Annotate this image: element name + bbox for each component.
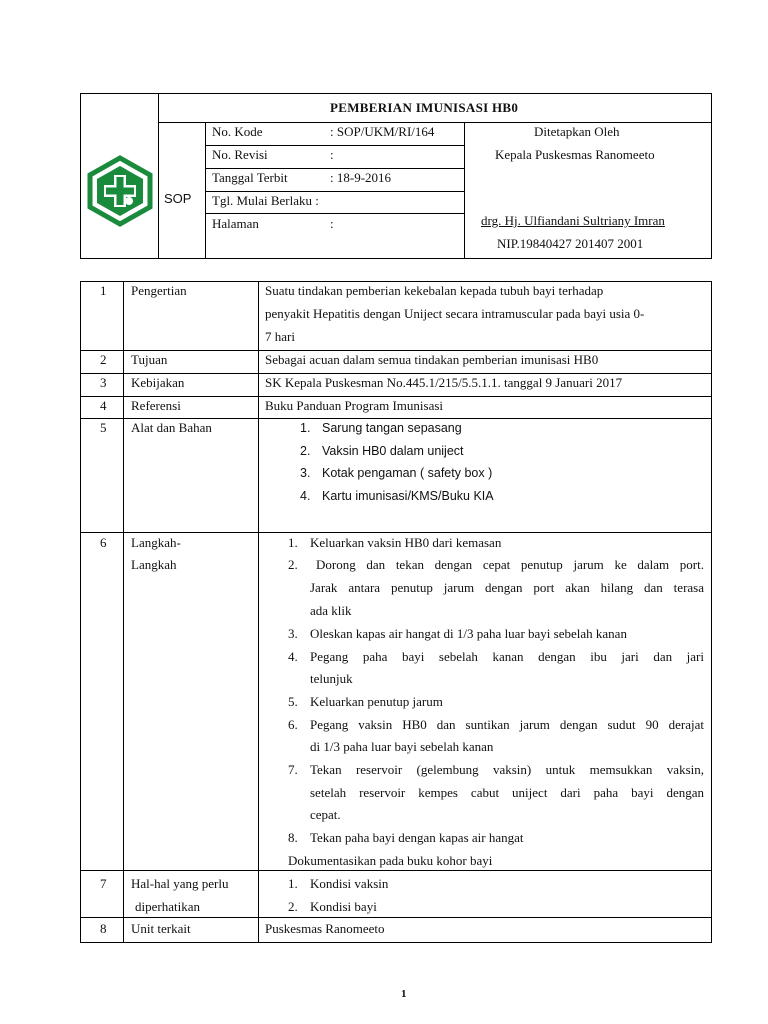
step-text: Tekan paha bayi dengan kapas air hangat [310,830,524,845]
list-number: 2. [300,444,311,458]
row-number: 6 [100,535,107,550]
list-item: Vaksin HB0 dalam uniject [322,444,464,458]
row-label: Unit terkait [131,921,191,936]
row-label: Alat dan Bahan [131,420,212,435]
sop-header-table [80,93,712,259]
step-text: Oleskan kapas air hangat di 1/3 paha luar bayi sebelah kanan [310,626,627,641]
documentation-note: Dokumentasikan pada buku kohor bayi [288,853,493,868]
divider [80,396,712,397]
row-label: Langkah [131,557,177,572]
field-value: : SOP/UKM/RI/164 [330,124,435,139]
divider [80,917,712,918]
step-text: telunjuk [310,671,353,686]
row-label: Langkah- [131,535,181,550]
step-text: Jarak antara penutup jarum dengan port akan hilang dan terasa [310,580,704,595]
row-number: 3 [100,375,107,390]
list-item: Sarung tangan sepasang [322,421,462,435]
row-number: 1 [100,283,107,298]
divider [258,281,259,943]
field-label: No. Revisi [212,147,268,162]
list-number: 4. [300,489,311,503]
step-number: 3. [288,626,298,641]
field-label: Tanggal Terbit [212,170,288,185]
list-item: Kartu imunisasi/KMS/Buku KIA [322,489,494,503]
row-number: 5 [100,420,107,435]
step-number: 4. [288,649,298,664]
divider [158,122,712,123]
row-number: 2 [100,352,107,367]
page-number: 1 [401,988,407,1000]
row-text: Buku Panduan Program Imunisasi [265,398,444,413]
field-label: Halaman [212,216,259,231]
row-label: Pengertian [131,283,187,298]
field-value: : 18-9-2016 [330,170,392,185]
row-text: penyakit Hepatitis dengan Uniject secara intramuscular pada bayi usia 0- [265,306,645,321]
step-number: 6. [288,717,298,732]
step-text: Tekan reservoir (gelembung vaksin) untuk memsukkan vaksin, [310,762,704,777]
list-item: Kondisi vaksin [310,876,389,891]
divider [464,122,465,259]
field-label: Tgl. Mulai Berlaku : [212,193,319,208]
step-text: setelah reservoir kempes cabut uniject dari paha bayi dengan [310,785,704,800]
divider [123,281,124,943]
row-text: 7 hari [265,329,295,344]
row-text: Puskesmas Ranomeeto [265,921,385,936]
list-number: 2. [288,899,298,914]
step-text: ada klik [310,603,352,618]
list-number: 1. [288,876,298,891]
step-text: Dorong dan tekan dengan cepat penutup jarum ke dalam port. [316,557,704,572]
divider [205,145,464,146]
row-label: diperhatikan [135,899,200,914]
jabatan-text: Kepala Puskesmas Ranomeeto [495,147,655,162]
divider [80,870,712,871]
row-number: 4 [100,398,107,413]
step-number: 7. [288,762,298,777]
list-number: 3. [300,466,311,480]
ditetapkan-text: Ditetapkan Oleh [534,124,620,139]
list-item: Kondisi bayi [310,899,377,914]
step-text: Pegang vaksin HB0 dan suntikan jarum dengan sudut 90 derajat [310,717,704,732]
nip-text: NIP.19840427 201407 2001 [497,236,644,251]
step-text: Keluarkan vaksin HB0 dari kemasan [310,535,502,550]
step-number: 5. [288,694,298,709]
divider [80,532,712,533]
divider [158,93,159,259]
row-label: Kebijakan [131,375,185,390]
divider [80,373,712,374]
signatory-name: drg. Hj. Ulfiandani Sultriany Imran [481,213,665,228]
step-text: Keluarkan penutup jarum [310,694,443,709]
row-text: Suatu tindakan pemberian kekebalan kepada tubuh bayi terhadap [265,283,604,298]
divider [80,350,712,351]
divider [205,168,464,169]
row-number: 7 [100,876,107,891]
divider [80,418,712,419]
divider [205,191,464,192]
divider [205,213,464,214]
puskesmas-logo-icon [85,155,155,227]
step-text: Pegang paha bayi sebelah kanan dengan ibu jari dan jari [310,649,704,664]
row-label: Tujuan [131,352,168,367]
field-value: : [330,147,334,162]
step-text: cepat. [310,807,341,822]
row-text: Sebagai acuan dalam semua tindakan pemberian imunisasi HB0 [265,352,599,367]
step-number: 8. [288,830,298,845]
row-label: Referensi [131,398,181,413]
field-label: No. Kode [212,124,263,139]
row-text: SK Kepala Puskesman No.445.1/215/5.5.1.1. tanggal 9 Januari 2017 [265,375,623,390]
list-item: Kotak pengaman ( safety box ) [322,466,493,480]
step-number: 1. [288,535,298,550]
sop-label: SOP [164,191,192,206]
step-text: di 1/3 paha luar bayi sebelah kanan [310,739,494,754]
document-title: PEMBERIAN IMUNISASI HB0 [330,100,519,115]
field-value: : [330,216,334,231]
step-number: 2. [288,557,298,572]
list-number: 1. [300,421,311,435]
row-label: Hal-hal yang perlu [131,876,229,891]
row-number: 8 [100,921,107,936]
